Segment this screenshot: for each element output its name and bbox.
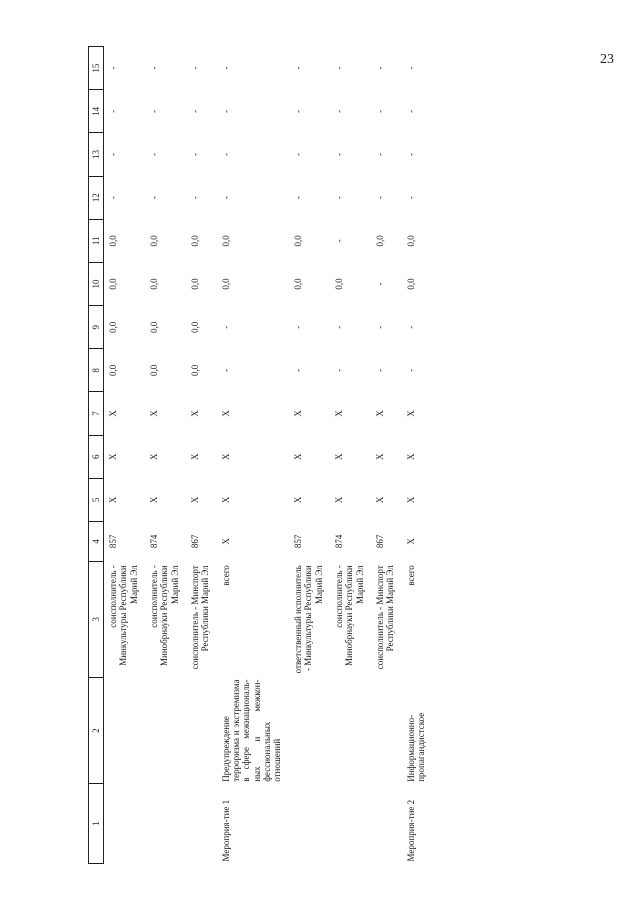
table-cell: соисполнитель - Минкультуры Республики Марий Эл <box>108 565 139 666</box>
header-cell: 3 <box>89 561 104 677</box>
table-cell: - <box>220 153 231 156</box>
table-cell: - <box>149 109 160 113</box>
table-cell: Х <box>149 410 160 417</box>
header-cell: 9 <box>89 306 104 349</box>
table-cell: Х <box>108 453 118 460</box>
table-cell: 874 <box>333 534 344 549</box>
table-cell <box>104 784 146 864</box>
table-cell <box>186 678 217 784</box>
table-row <box>402 47 433 864</box>
table-cell: всего <box>405 565 416 586</box>
table-row <box>217 47 289 864</box>
table-cell <box>330 784 371 864</box>
table-cell: 867 <box>374 534 385 549</box>
table-cell: Х <box>405 496 416 504</box>
table-cell: - <box>405 196 416 200</box>
table-cell: 857 <box>108 534 118 549</box>
table-cell: - <box>333 66 344 70</box>
table-cell: - <box>374 325 385 329</box>
table-cell: - <box>292 325 303 329</box>
table-cell: - <box>292 368 303 372</box>
header-cell: 13 <box>89 133 104 176</box>
table-cell: Х <box>190 496 201 504</box>
table-cell: - <box>333 196 344 200</box>
table-cell: - <box>333 239 344 243</box>
table-cell: Х <box>333 496 344 504</box>
table-cell: - <box>333 153 344 156</box>
table-cell: - <box>108 66 118 70</box>
table-cell: Х <box>220 496 231 504</box>
table-cell: - <box>220 325 231 329</box>
table-cell: - <box>149 196 160 200</box>
header-cell: 5 <box>89 478 104 521</box>
table-cell: - <box>220 66 231 70</box>
table-cell: 0,0 <box>292 235 303 247</box>
table-cell: 874 <box>149 534 160 549</box>
table-cell: соисполнитель - Минспорт Республики Марий Эл <box>374 565 396 670</box>
table-cell: Х <box>405 453 416 460</box>
table-cell: 0,0 <box>108 278 118 290</box>
table-cell: 0,0 <box>220 235 231 247</box>
table-cell: - <box>220 109 231 113</box>
table-cell: - <box>292 109 303 113</box>
table-row <box>289 47 330 864</box>
header-cell: 15 <box>89 47 104 90</box>
table-cell: соисполнитель - Минспорт Республики Марий Эл <box>190 565 211 670</box>
page-number: 23 <box>600 52 614 67</box>
table-cell: - <box>374 109 385 113</box>
table-cell: - <box>405 66 416 70</box>
table-cell: 0,0 <box>292 278 303 290</box>
table-cell: - <box>108 153 118 156</box>
table-cell: Х <box>292 453 303 460</box>
table-cell <box>104 678 146 784</box>
table-cell: - <box>374 66 385 70</box>
table-cell: - <box>405 153 416 156</box>
table-cell: 0,0 <box>190 235 201 247</box>
table-cell: - <box>292 153 303 156</box>
table-cell: - <box>333 325 344 329</box>
table-cell: - <box>333 368 344 372</box>
table-cell: Х <box>292 410 303 417</box>
table-cell: 0,0 <box>149 235 160 247</box>
table-cell: - <box>405 368 416 372</box>
table-cell: - <box>190 196 201 200</box>
table-cell: Х <box>333 410 344 417</box>
table-cell: - <box>220 196 231 200</box>
header-cell: 11 <box>89 219 104 262</box>
table-cell: - <box>333 109 344 113</box>
header-cell: 1 <box>89 784 104 864</box>
column-number-header <box>89 47 104 864</box>
table-cell: 857 <box>292 534 303 549</box>
table-cell: Х <box>220 453 231 460</box>
header-cell: 6 <box>89 435 104 478</box>
table-cell <box>371 678 402 784</box>
header-cell: 12 <box>89 176 104 219</box>
table-cell: - <box>292 66 303 70</box>
table-cell: Х <box>149 496 160 504</box>
table-cell: - <box>190 66 201 70</box>
header-cell: 4 <box>89 521 104 561</box>
table-cell: 0,0 <box>108 235 118 247</box>
rotated-table-sheet <box>88 46 520 864</box>
table-cell: - <box>374 368 385 372</box>
table-cell: 0,0 <box>108 321 118 333</box>
header-cell: 10 <box>89 262 104 305</box>
table-cell: 0,0 <box>108 364 118 376</box>
table-cell: Х <box>374 496 385 504</box>
table-cell <box>330 678 371 784</box>
table-cell <box>145 784 186 864</box>
header-cell: 8 <box>89 349 104 392</box>
header-cell: 2 <box>89 678 104 784</box>
header-cell: 14 <box>89 90 104 133</box>
table-cell: Мероприя-тие 2 <box>405 799 416 862</box>
table-cell: Х <box>108 496 118 504</box>
table-cell: Предупреждение терроризма и экстремизма в сфере межнациональ-ных и межкон-фессиональных отношений <box>220 679 283 782</box>
table-cell: - <box>149 66 160 70</box>
table-row <box>186 47 217 864</box>
table-cell: - <box>374 196 385 200</box>
table-cell: Х <box>405 410 416 417</box>
table-cell: соисполнитель - Минобрнауки Республики Марий Эл <box>149 565 180 666</box>
table-cell: - <box>405 109 416 113</box>
table-row <box>330 47 371 864</box>
table-cell: Х <box>374 453 385 460</box>
table-cell: - <box>108 109 118 113</box>
table-cell: Х <box>292 496 303 504</box>
table-cell: - <box>108 196 118 200</box>
table-cell: Мероприя-тие 1 <box>220 799 231 862</box>
budget-table <box>88 46 432 864</box>
table-cell: 0,0 <box>220 278 231 290</box>
table-cell: - <box>292 196 303 200</box>
table-cell: 0,0 <box>149 364 160 376</box>
table-body <box>104 47 433 864</box>
table-row <box>104 47 146 864</box>
table-cell: Информационно-пропагандистское <box>405 712 426 782</box>
table-cell: Х <box>190 453 201 460</box>
table-cell: 867 <box>190 534 201 549</box>
table-cell: всего <box>220 565 231 586</box>
table-cell: - <box>190 109 201 113</box>
table-cell: 0,0 <box>149 321 160 333</box>
table-cell: - <box>220 368 231 372</box>
table-cell: - <box>405 325 416 329</box>
table-cell: 0,0 <box>405 278 416 290</box>
table-cell: 0,0 <box>190 321 201 333</box>
table-cell <box>186 784 217 864</box>
table-cell: 0,0 <box>190 278 201 290</box>
table-cell: 0,0 <box>333 278 344 290</box>
table-cell: Х <box>220 538 231 545</box>
table-cell: Х <box>149 453 160 460</box>
table-cell: 0,0 <box>190 364 201 376</box>
table-cell <box>371 784 402 864</box>
table-cell: - <box>149 153 160 156</box>
table-cell: Х <box>190 410 201 417</box>
table-cell: 0,0 <box>374 235 385 247</box>
table-row <box>145 47 186 864</box>
table-row <box>371 47 402 864</box>
table-cell: - <box>374 153 385 156</box>
table-cell: Х <box>405 538 416 545</box>
table-cell <box>289 784 330 864</box>
table-cell: ответственный исполнитель - Минкультуры Республики Марий Эл <box>292 565 324 674</box>
table-cell: - <box>190 153 201 156</box>
table-cell: Х <box>108 410 118 417</box>
header-cell: 7 <box>89 392 104 435</box>
table-cell: соисполнитель - Минобрнауки Республики Марий Эл <box>333 565 365 666</box>
table-cell <box>289 678 330 784</box>
table-cell: Х <box>374 410 385 417</box>
table-cell: 0,0 <box>405 235 416 247</box>
table-cell: Х <box>220 410 231 417</box>
table-cell: - <box>374 282 385 286</box>
table-cell: Х <box>333 453 344 460</box>
table-cell <box>145 678 186 784</box>
table-cell: 0,0 <box>149 278 160 290</box>
